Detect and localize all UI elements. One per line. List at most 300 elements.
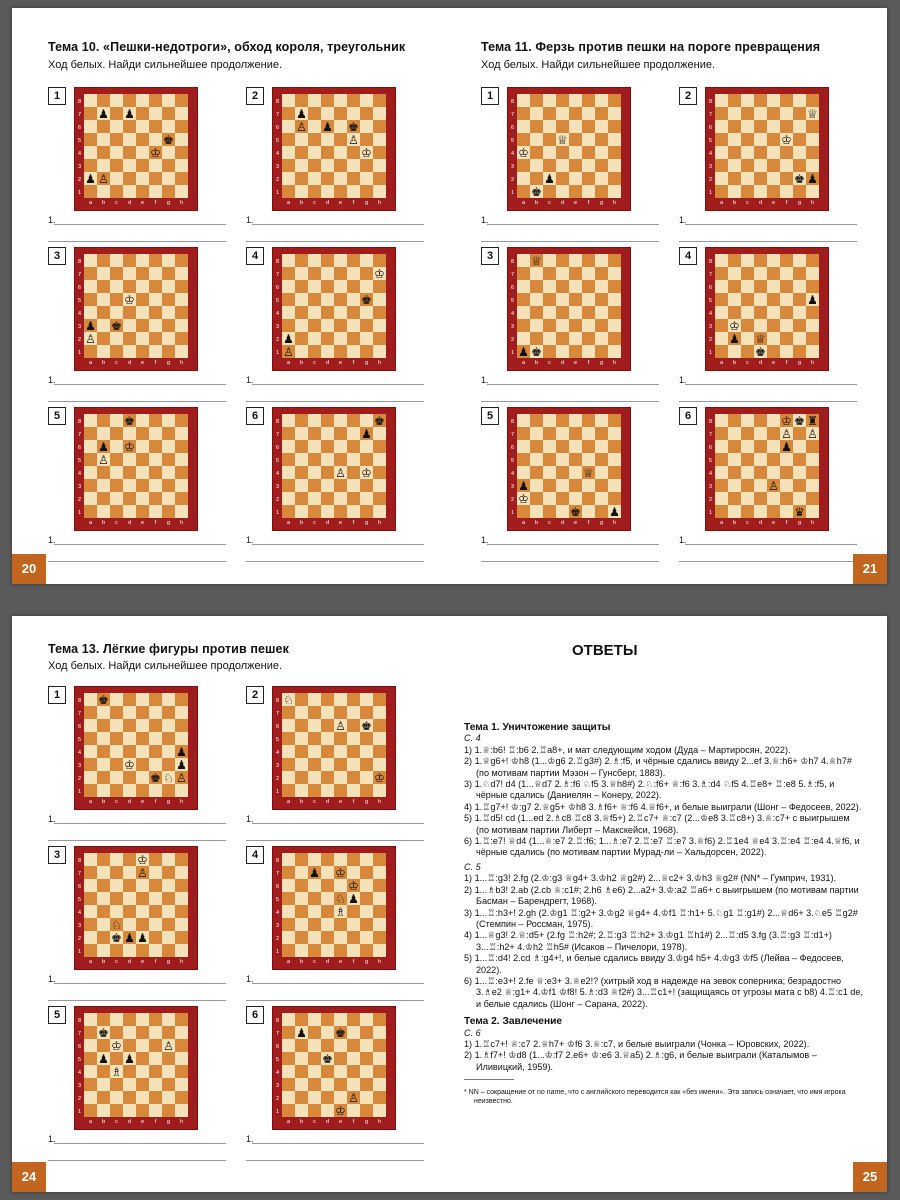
board-square [295,719,308,732]
board-square [162,332,175,345]
board-square [569,427,582,440]
answer-line[interactable] [487,224,659,225]
chessboard-frame [74,846,198,970]
answer-line[interactable] [679,241,857,242]
answer-line[interactable] [48,401,226,402]
answer-line[interactable] [685,384,857,385]
board-square [582,107,595,120]
board-square [110,853,123,866]
board-square [517,107,530,120]
board-square [84,1039,97,1052]
black-king-piece: ♚ [111,931,122,945]
board-square [321,306,334,319]
diagram [246,247,436,397]
board-square [123,784,136,797]
answer-line-label: 1. [246,375,254,385]
white-pawn-piece: ♙ [335,719,346,733]
board-square [715,254,728,267]
board-square [793,159,806,172]
board-square [595,133,608,146]
board-square [308,492,321,505]
answer-line[interactable] [54,983,226,984]
board-square [543,159,556,172]
board-square [162,505,175,518]
board-square [728,254,741,267]
board-square [84,866,97,879]
answer-line[interactable] [487,544,659,545]
chessboard-frame [507,87,631,211]
black-pawn-piece: ♟ [85,172,96,186]
board-square [123,185,136,198]
board-square [282,479,295,492]
board-square [308,172,321,185]
board-square [97,479,110,492]
board-square [136,293,149,306]
board-square [282,319,295,332]
board-square [556,293,569,306]
rank-label: 1 [77,949,82,955]
file-label: b [299,360,304,366]
file-label: c [746,520,749,526]
rank-label: 4 [275,1070,280,1076]
board-square [595,146,608,159]
board-square [530,332,543,345]
board-square [136,719,149,732]
black-pawn-piece: ♟ [609,505,620,519]
board-square [282,918,295,931]
board-square [149,853,162,866]
board-square [741,254,754,267]
rank-label: 3 [275,1083,280,1089]
white-king-piece: ♔ [518,146,529,160]
board-square [347,185,360,198]
file-label: a [521,360,526,366]
answer-line[interactable] [48,1000,226,1001]
board-square [162,1026,175,1039]
page-number-21: 21 [853,554,887,584]
answer-line[interactable] [246,241,424,242]
board-square [123,172,136,185]
board-square [110,185,123,198]
board-square [84,1078,97,1091]
board-square [282,1026,295,1039]
file-label: g [599,520,604,526]
board-square [110,345,123,358]
diagram-number: 1 [48,686,66,704]
board-square [149,440,162,453]
answer-line[interactable] [48,1160,226,1161]
board-square [123,345,136,358]
rank-label: 5 [275,1057,280,1063]
board-square [373,1026,386,1039]
board-square [569,172,582,185]
page-number-25: 25 [853,1162,887,1192]
board-square [715,345,728,358]
board-square [373,319,386,332]
board-square [543,414,556,427]
board-square [84,1013,97,1026]
file-label: b [299,200,304,206]
file-label: g [797,200,802,206]
rank-label: 6 [275,445,280,451]
file-label: f [352,1119,355,1125]
board-square [162,745,175,758]
answer-line[interactable] [487,384,659,385]
board-square [793,280,806,293]
board-square [715,466,728,479]
board-square [97,758,110,771]
file-label: a [88,959,93,965]
board-square [282,784,295,797]
answer-line[interactable] [48,241,226,242]
rank-label: 1 [275,510,280,516]
board-square [321,1013,334,1026]
board-square [373,1013,386,1026]
board-square [308,120,321,133]
rank-label: 3 [77,324,82,330]
board-square [295,879,308,892]
answer-line[interactable] [481,561,659,562]
board-square [767,492,780,505]
board-square [321,1026,334,1039]
file-label: h [810,360,815,366]
board-square [295,254,308,267]
board-square [569,267,582,280]
page-ref-6: С. 6 [464,1027,481,1038]
board-square [595,267,608,280]
answer-line[interactable] [48,561,226,562]
board-square [373,505,386,518]
board-square [295,492,308,505]
board-square [517,466,530,479]
rank-label: 6 [708,285,713,291]
white-king-piece: ♔ [150,146,161,160]
white-king-piece: ♔ [361,146,372,160]
board-square [149,332,162,345]
board-square [741,172,754,185]
answer-line[interactable] [252,384,424,385]
board-square [321,745,334,758]
board-square [321,133,334,146]
board-square [715,280,728,293]
board-square [582,172,595,185]
board-square [360,1078,373,1091]
board-square [595,466,608,479]
diagram-number: 3 [48,247,66,265]
answer-line[interactable] [685,224,857,225]
board-square [97,784,110,797]
board-square [321,879,334,892]
white-pawn-piece: ♙ [137,866,148,880]
board-square [347,905,360,918]
file-label: f [352,520,355,526]
board-square [806,492,819,505]
board-square [569,345,582,358]
board-square [162,466,175,479]
rank-label: 1 [77,190,82,196]
answer-line[interactable] [679,561,857,562]
board-square [780,267,793,280]
rank-label: 7 [77,871,82,877]
board-square [162,306,175,319]
board-square [321,267,334,280]
board-square [608,94,621,107]
file-label: g [364,520,369,526]
board-square [347,745,360,758]
answer-line[interactable] [685,544,857,545]
board-square [373,453,386,466]
board-square [149,427,162,440]
board-square [123,146,136,159]
file-label: g [599,360,604,366]
black-king-piece: ♚ [163,133,174,147]
answer-line[interactable] [54,823,226,824]
board-square [136,414,149,427]
board-square [347,107,360,120]
board-square [767,133,780,146]
board-square [308,94,321,107]
board-square [295,892,308,905]
board-square [334,944,347,957]
file-label: g [166,200,171,206]
white-king-piece: ♔ [781,414,792,428]
answer-line[interactable] [252,224,424,225]
board-square [123,159,136,172]
board-square [136,94,149,107]
rank-label: 2 [275,1096,280,1102]
board-square [123,306,136,319]
board-square [334,267,347,280]
board-square [754,120,767,133]
board-square [295,944,308,957]
board-square [110,1026,123,1039]
answers-text [464,718,864,1106]
board-square [175,1091,188,1104]
diagram-number: 3 [481,247,499,265]
board-square [556,414,569,427]
board-square [793,293,806,306]
answer-line[interactable] [246,1000,424,1001]
board-square [530,146,543,159]
board-square [543,453,556,466]
board-square [308,1026,321,1039]
answer-line[interactable] [246,840,424,841]
rank-label: 6 [510,285,515,291]
file-label: d [127,799,132,805]
answer-line[interactable] [54,384,226,385]
board-square [569,280,582,293]
board-square [360,693,373,706]
board-square [715,107,728,120]
board-square [608,427,621,440]
board-square [162,440,175,453]
board-square [123,1039,136,1052]
board-square [295,453,308,466]
board-square [136,133,149,146]
rank-label: 8 [77,1018,82,1024]
board-square [360,505,373,518]
board-square [334,1065,347,1078]
answer-line[interactable] [54,1143,226,1144]
file-label: c [115,959,118,965]
file-label: c [548,520,551,526]
file-label: h [612,360,617,366]
file-label: d [758,360,763,366]
answer-line[interactable] [54,544,226,545]
board-square [295,332,308,345]
board-square [780,146,793,159]
board-square [162,492,175,505]
file-label: c [313,200,316,206]
board-square [84,293,97,306]
board-square [308,1039,321,1052]
answer-line[interactable] [252,544,424,545]
board-square [556,254,569,267]
board-square [110,159,123,172]
answer-line[interactable] [48,840,226,841]
board-square [97,159,110,172]
answer-line[interactable] [246,561,424,562]
answer-line-label: 1. [679,535,687,545]
board-square [84,784,97,797]
board-square [715,505,728,518]
board-square [741,280,754,293]
board-square [321,1065,334,1078]
answer-line[interactable] [252,1143,424,1144]
board-square [715,94,728,107]
black-rook-piece: ♜ [807,414,818,428]
file-label: d [325,520,330,526]
board-square [780,492,793,505]
answer-line[interactable] [252,823,424,824]
white-queen-piece: ♕ [807,107,818,121]
board-square [136,505,149,518]
board-square [373,758,386,771]
board-square [715,319,728,332]
board-square [321,492,334,505]
board-square [334,771,347,784]
board-square [110,332,123,345]
rank-label: 4 [77,471,82,477]
board-square [149,159,162,172]
answer-line[interactable] [481,241,659,242]
answer-line[interactable] [252,983,424,984]
board-square [123,505,136,518]
board-square [530,319,543,332]
board-square [84,479,97,492]
board-square [149,1104,162,1117]
board-square [780,306,793,319]
board-square [162,146,175,159]
rank-label: 5 [275,298,280,304]
board-square [295,293,308,306]
rank-label: 5 [77,298,82,304]
answer-item: 3) 1.♘d7! d4 (1...♕d7 2.♗:f6 ♘f5 3.♕h8#) 2.♘:f6+ ♕:f6 3.♗:d4 ♘f5 4.♖e8+ ♖:e8 5.♗:f5, и чёрные сдались (Даниелян – Конеру, 2022). [464,779,835,801]
white-pawn-piece: ♙ [296,120,307,134]
board-square [767,254,780,267]
board-square [110,1104,123,1117]
board-square [175,146,188,159]
file-label: d [325,1119,330,1125]
file-label: b [101,1119,106,1125]
board-square [608,159,621,172]
board-square [517,120,530,133]
answer-line[interactable] [679,401,857,402]
board-square [767,293,780,306]
file-label: h [377,799,382,805]
board-square [806,254,819,267]
board-square [162,931,175,944]
board-square [608,293,621,306]
answer-line[interactable] [481,401,659,402]
board-square [780,345,793,358]
board-square [728,293,741,306]
chessboard-frame [74,407,198,531]
board-square [308,1065,321,1078]
rank-label: 2 [77,776,82,782]
board-square [84,133,97,146]
rank-label: 6 [77,445,82,451]
file-label: b [101,200,106,206]
rank-label: 2 [275,337,280,343]
file-label: d [758,520,763,526]
file-label: b [101,360,106,366]
answer-line[interactable] [246,1160,424,1161]
board-square [767,414,780,427]
black-pawn-piece: ♟ [176,758,187,772]
board-square [715,414,728,427]
board-square [308,332,321,345]
white-pawn-piece: ♙ [98,172,109,186]
rank-label: 5 [510,458,515,464]
board-square [295,866,308,879]
answer-line[interactable] [246,401,424,402]
board-square [308,1091,321,1104]
file-label: h [377,1119,382,1125]
board-square [110,693,123,706]
board-square [136,146,149,159]
board-square [84,853,97,866]
board-square [149,1013,162,1026]
rank-label: 1 [275,350,280,356]
board-square [84,146,97,159]
page-number-24: 24 [12,1162,46,1192]
board-square [84,492,97,505]
board-square [162,345,175,358]
rank-label: 4 [77,311,82,317]
board-square [767,267,780,280]
rank-label: 7 [275,871,280,877]
board-square [149,1026,162,1039]
chessboard [75,88,197,210]
file-label: e [338,200,343,206]
answer-line[interactable] [54,224,226,225]
black-pawn-piece: ♟ [98,107,109,121]
board-square [582,414,595,427]
board-square [321,719,334,732]
board-square [110,1052,123,1065]
board-square [162,918,175,931]
board-square [582,440,595,453]
black-pawn-piece: ♟ [309,866,320,880]
chessboard-frame [507,407,631,531]
rank-label: 8 [708,419,713,425]
board-square [556,466,569,479]
board-square [595,293,608,306]
board-square [806,332,819,345]
board-square [162,905,175,918]
rank-label: 3 [510,484,515,490]
